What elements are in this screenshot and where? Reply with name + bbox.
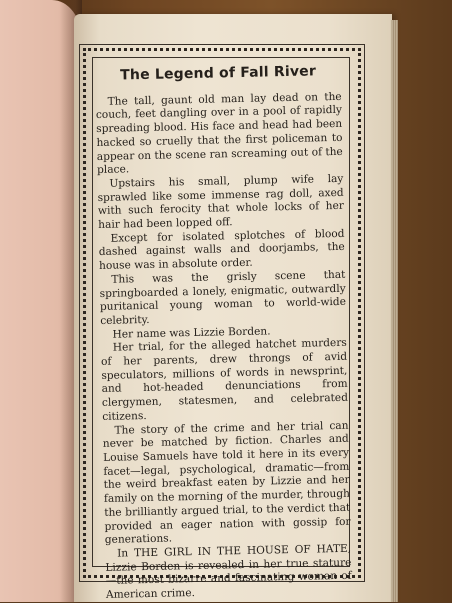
paragraph: In THE GIRL IN THE HOUSE OF HATE, Lizzie Borden is revealed in her true stature—the most bizarre and fascinating woman of American crime. [105,542,352,601]
page-title: The Legend of Fall River [120,63,317,84]
paragraph: Her trial, for the alleged hatchet murders of her parents, drew throngs of avid speculators, millions of words in newsprint, and hot-headed denunciations from clergymen, statesmen, and celebrated citizens. [100,337,349,423]
paragraph: Upstairs his small, plump wife lay sprawled like some immense rag doll, axed with such ferocity that whole locks of her hair had been lopped off. [97,172,345,231]
paragraph: This was the grisly scene that springboarded a lonely, enigmatic, outwardly puritanical young woman to world-wide celebrity. [99,268,347,327]
paragraph: The story of the crime and her trial can never be matched by fiction. Charles and Louise Samuels have told it here in its every facet—legal, psychological, dramatic—from the weird breakfast eaten by Lizzie and her family on the morning of the murder, through the brilliantly argued trial, to the verdict that provided an eager nation with gossip for generations. [102,419,351,547]
page-edges [390,20,398,602]
paragraph: The tall, gaunt old man lay dead on the couch, feet dangling over in a pool of rapidly spreading blood. His face and head had been hacked so cruelly that the first policeman to appear on the scene ran screaming out of the place. [95,90,343,177]
paragraph: Except for isolated splotches of blood dashed against walls and doorjambs, the house was in absolute order. [98,227,345,273]
paragraph: Her name was Lizzie Borden. [112,325,271,341]
page-text-block [95,65,352,603]
